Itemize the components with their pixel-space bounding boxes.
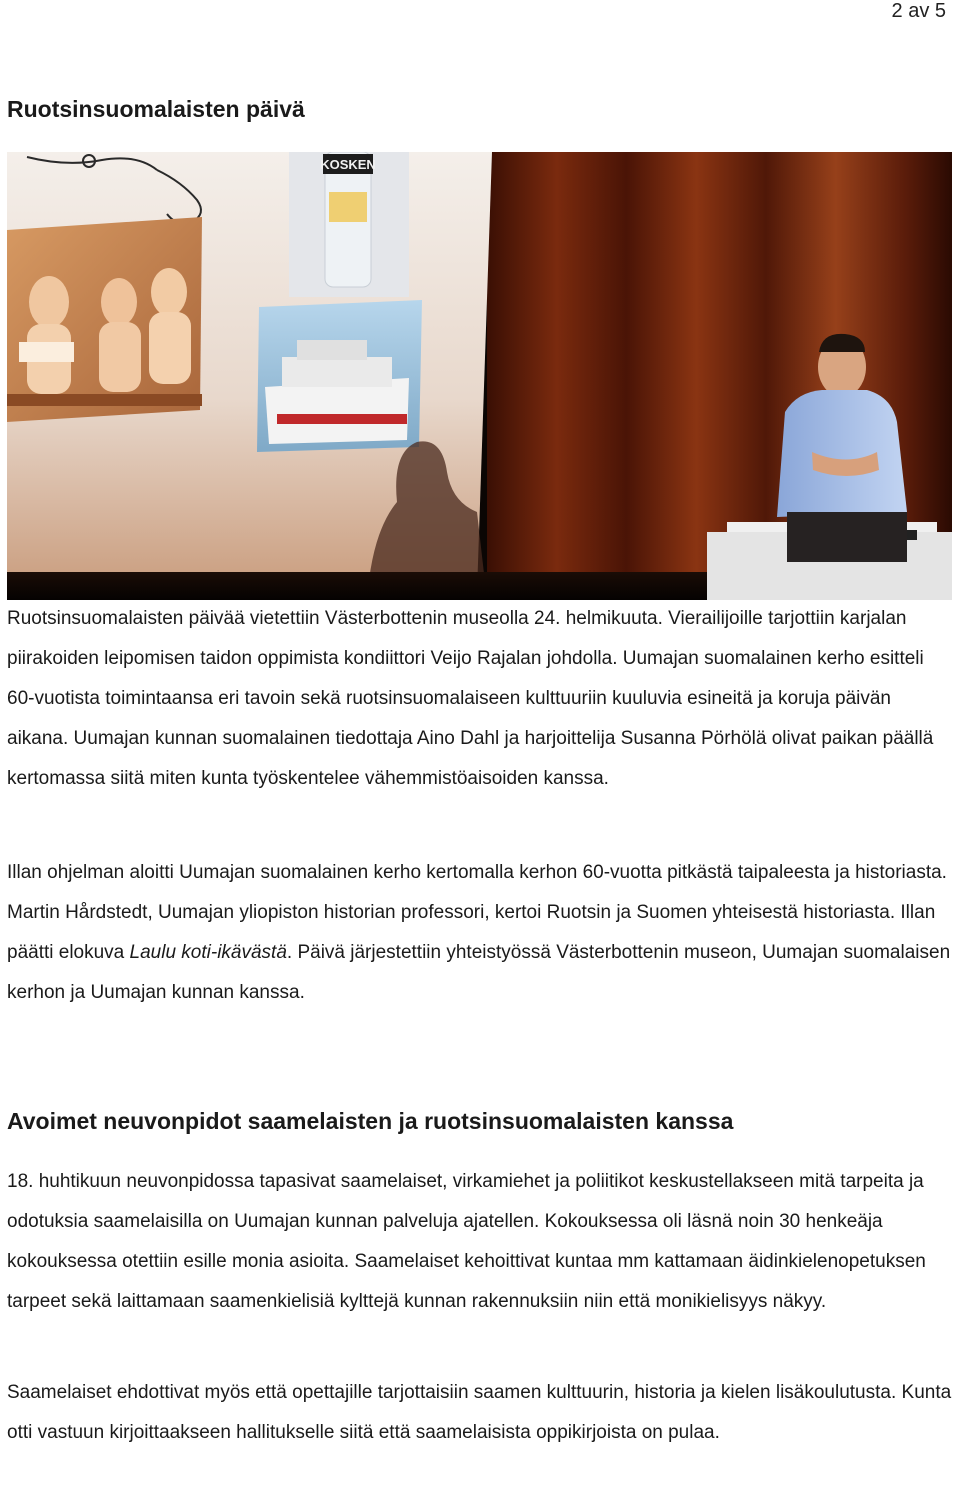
page-number: 2 av 5 <box>891 0 946 22</box>
ferry-slide <box>257 300 422 452</box>
event-photo <box>7 152 952 600</box>
paragraph-illan-ohjelma <box>7 853 953 1013</box>
sauna-slide <box>7 217 202 422</box>
bottle-slide <box>289 152 409 297</box>
bottle-label-text: KOSKEN <box>320 157 376 172</box>
section-title-avoimet-neuvonpidot: Avoimet neuvonpidot saamelaisten ja ruotsinsuomalaisten kanssa <box>7 1108 734 1134</box>
event-photo-graphic <box>7 152 952 600</box>
section-title-ruotsinsuomalaisten-paiva: Ruotsinsuomalaisten päivä <box>7 96 305 122</box>
paragraph-ehdotukset: Saamelaiset ehdottivat myös että opettajille tarjottaisiin saamen kulttuurin, historia ja kielen lisäkoulutusta. Kunta otti vastuun kirjoittaakseen hallitukselle siitä että saamelaisista oppikirjoista on pulaa. <box>7 1382 952 1443</box>
paragraph-illan-ohjelma-part2: . Päivä järjestettiin yhteistyössä Västerbottenin museon, Uumajan suomalaisen kerhon ja Uumajan kunnan kanssa. <box>7 942 951 1003</box>
film-title: Laulu koti-ikävästä <box>129 942 287 963</box>
paragraph-illan-ohjelma-part1: Illan ohjelman aloitti Uumajan suomalainen kerho kertomalla kerhon 60-vuotta pitkästä taipaleesta ja historiasta. Martin Hårdstedt, Uumajan yliopiston historian professori, kertoi Ruotsin ja Suomen yhteisestä historiasta. Illan päätti elokuva <box>7 862 947 963</box>
paragraph-neuvonpito: 18. huhtikuun neuvonpidossa tapasivat saamelaiset, virkamiehet ja poliitikot keskustellakseen mitä tarpeita ja odotuksia saamelaisilla on Uumajan kunnan palveluja ajatellen. Kokouksessa oli läsnä noin 30 henkeäja kokouksessa otettiin esille monia asioita. Saamelaiset kehoittivat kuntaa mm kattamaan äidinkielenopetuksen tarpeet sekä laittamaan saamenkielisiä kylttejä kunnan rakennuksiin niin että monikielisyys näkyy. <box>7 1171 926 1312</box>
paragraph-ruotsinsuomalaisten-paiva: Ruotsinsuomalaisten päivää vietettiin Västerbottenin museolla 24. helmikuuta. Vierailijoille tarjottiin karjalan piirakoiden leipomisen taidon oppimista kondiittori Veijo Rajalan johdolla. Uumajan suomalainen kerho esitteli 60-vuotista toimintaansa eri tavoin sekä ruotsinsuomalaiseen kulttuuriin kuuluvia esineitä ja koruja päivän aikana. Uumajan kunnan suomalainen tiedottaja Aino Dahl ja harjoittelija Susanna Pörhölä olivat paikan päällä kertomassa siitä miten kunta työskentelee vähemmistöaisoiden kanssa. <box>7 608 934 789</box>
